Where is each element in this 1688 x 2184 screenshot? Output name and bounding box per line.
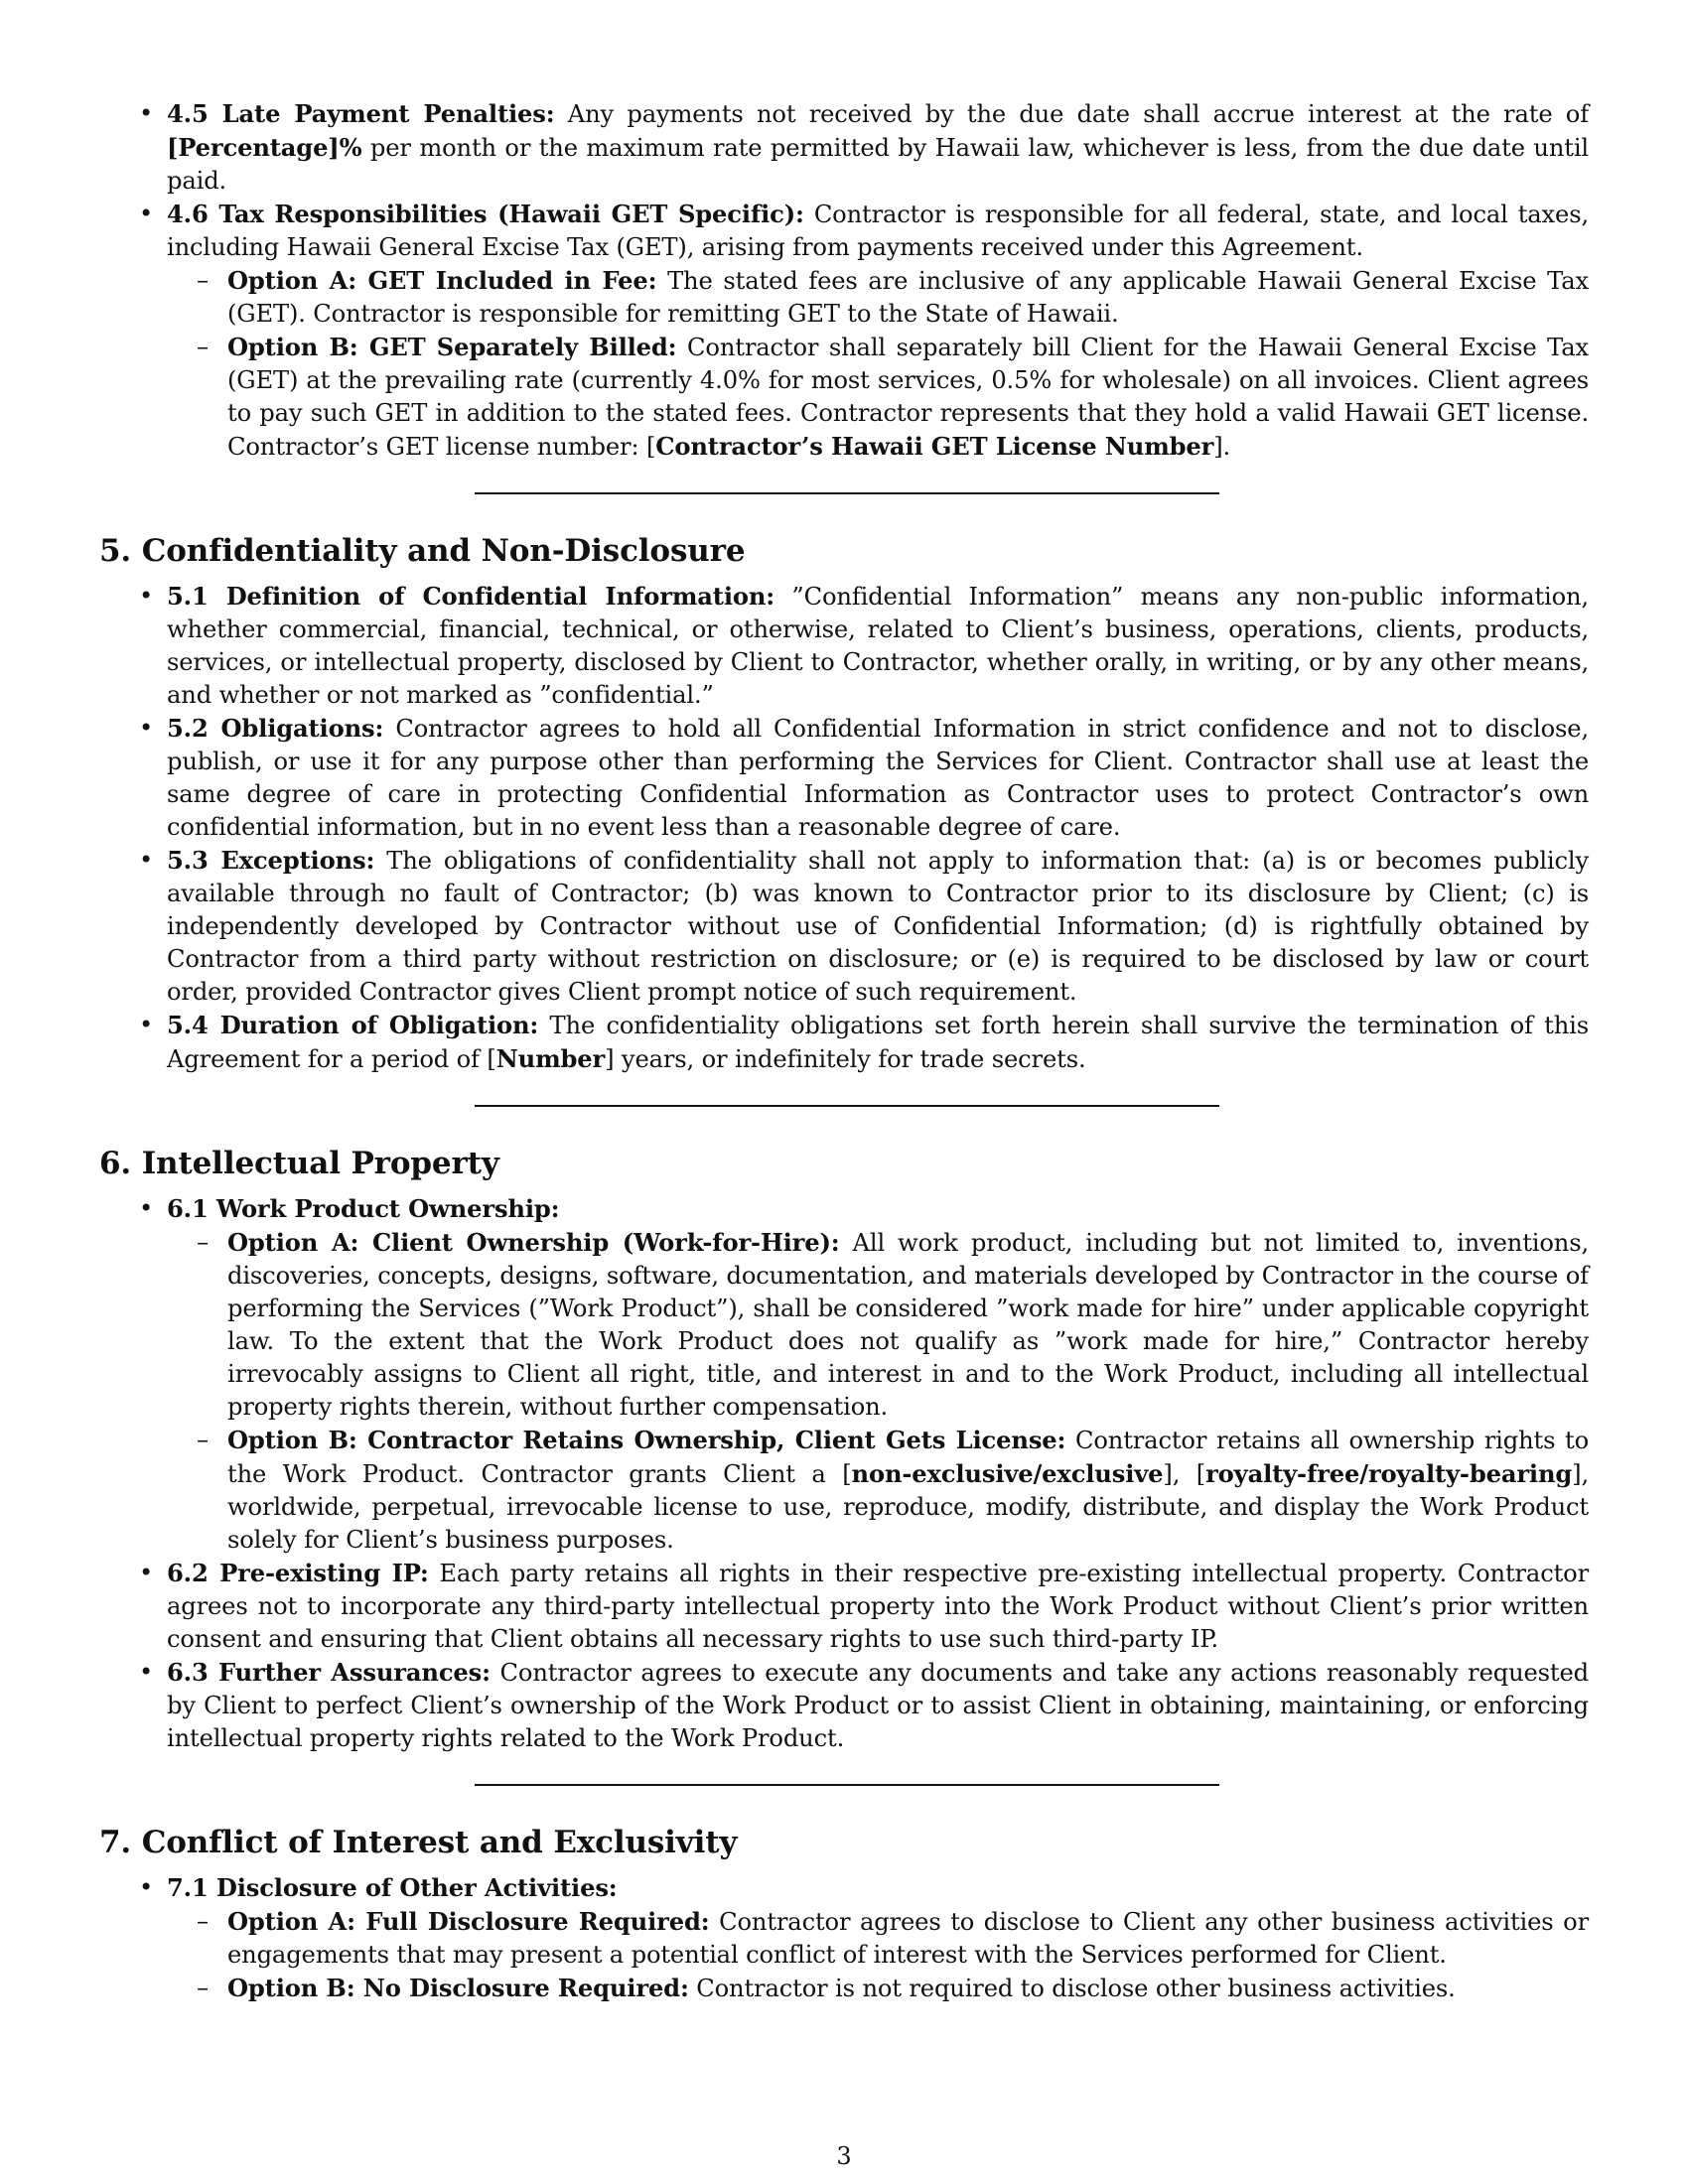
clause-text: Each party retains all rights in their respective pre-existing intellectual property. Contractor agrees not to incorporate any third-party intellectual property into the Work Product without Client’s prior written consent and ensuring that Client obtains all necessary rights to use such third-party IP. [167,1560,1589,1653]
clause-text: ”Confidential Information” means any non-public information, whether commercial, financial, technical, or otherwise, related to Client’s business, operations, clients, products, services, or intellectual property, disclosed by Client to Contractor, whether orally, in writing, or by any other means, and whether or not marked as ”confidential.” [167,583,1589,709]
clause-text: ] years, or indefinitely for trade secrets. [605,1045,1086,1073]
option-a [167,264,1589,331]
option-heading: Option B: Contractor Retains Ownership, Client Gets License: [227,1426,1066,1454]
section-7-list [99,1871,1589,2005]
clause-text: The obligations of confidentiality shall not apply to information that: (a) is or becomes publicly available through no fault of Contractor; (b) was known to Contractor prior to its disclosure by Client; (c) is independently developed by Contractor without use of Confidential Information; (d) is rightfully obtained by Contractor from a third party without restriction on disclosure; or (e) is required to be disclosed by law or court order, provided Contractor gives Client prompt notice of such requirement. [167,847,1590,1006]
clause-heading: 6.2 Pre-existing IP: [167,1559,429,1587]
option-text: Contractor is not required to disclose other business activities. [688,1975,1456,2002]
clause-5-1 [99,580,1589,712]
option-text: ], worldwide, perpetual, irrevocable license to use, reproduce, modify, distribute, and display the Work Product solely for Client’s business purposes. [227,1460,1589,1554]
clause-6-1-options [167,1226,1589,1557]
option-text: Contractor agrees to disclose to Client any other business activities or engagements that may present a potential conflict of interest with the Services performed for Client. [227,1908,1589,1969]
option-b [167,1424,1589,1557]
clause-7-1 [99,1871,1589,2005]
clause-6-1 [99,1192,1589,1557]
option-heading: Option A: Client Ownership (Work-for-Hire): [227,1228,840,1257]
clause-heading: 6.3 Further Assurances: [167,1658,491,1687]
clause-heading: 7.1 Disclosure of Other Activities: [167,1873,618,1902]
option-heading: Option A: Full Disclosure Required: [227,1907,710,1936]
placeholder-field: Number [495,1044,606,1073]
placeholder-field: royalty-free/royalty-bearing [1205,1459,1573,1488]
clause-heading: 5.2 Obligations: [167,714,384,743]
placeholder-field: non-exclusive/exclusive [851,1459,1164,1488]
section-4-list [99,97,1589,464]
clause-7-1-options [167,1905,1589,2005]
section-7-heading: 7. Conflict of Interest and Exclusivity [99,1825,738,1860]
clause-4-6-options [167,264,1589,464]
section-5-heading: 5. Confidentiality and Non-Disclosure [99,533,746,569]
page-number: 3 [836,2142,852,2170]
placeholder-field: Contractor’s Hawaii GET License Number [655,432,1214,461]
section-5-list [99,580,1589,1076]
option-text: Contractor retains all ownership rights to the Work Product. Contractor grants Client a [ [227,1427,1590,1488]
clause-heading: 5.4 Duration of Obligation: [167,1011,539,1039]
clause-text: Any payments not received by the due date shall accrue interest at the rate of [554,100,1589,128]
clause-6-2 [99,1557,1589,1656]
clause-text: Contractor agrees to hold all Confidential Information in strict confidence and not to disclose, publish, or use it for any purpose other than performing the Services for Client. Contractor shall use at least the same degree of care in protecting Confidential Information as Contractor uses to protect Contractor’s own confidential information, but in no event less than a reasonable degree of care. [167,715,1589,841]
option-heading: Option B: No Disclosure Required: [227,1974,689,2002]
section-divider [475,1784,1219,1786]
clause-5-4 [99,1009,1589,1076]
option-text: ], [ [1163,1460,1206,1488]
clause-text: Contractor is responsible for all federal, state, and local taxes, including Hawaii General Excise Tax (GET), arising from payments received under this Agreement. [167,201,1590,261]
document-page [99,97,1589,2005]
clause-text: Contractor agrees to execute any documents and take any actions reasonably requested by Client to perfect Client’s ownership of the Work Product or to assist Client in obtaining, maintaining, or enforcing intellectual property rights related to the Work Product. [167,1659,1589,1752]
option-a [167,1905,1589,1972]
option-text: Contractor shall separately bill Client for the Hawaii General Excise Tax (GET) at the prevailing rate (currently 4.0% for most services, 0.5% for wholesale) on all invoices. Client agrees to pay such GET in addition to the stated fees. Contractor represents that they hold a valid Hawaii GET license. Contractor’s GET license number: [ [227,334,1589,461]
option-a [167,1226,1589,1424]
option-heading: Option B: GET Separately Billed: [227,333,677,361]
clause-text: per month or the maximum rate permitted by Hawaii law, whichever is less, from the due date until paid. [167,134,1589,195]
clause-5-2 [99,712,1589,844]
clause-4-5 [99,97,1589,198]
clause-heading: 5.3 Exceptions: [167,846,375,875]
clause-heading: 4.5 Late Payment Penalties: [167,99,555,128]
option-b [167,1972,1589,2005]
section-6-list [99,1192,1589,1755]
clause-heading: 5.1 Definition of Confidential Information: [167,582,775,611]
clause-heading: 4.6 Tax Responsibilities (Hawaii GET Specific): [167,200,804,228]
clause-heading: 6.1 Work Product Ownership: [167,1194,560,1223]
option-b [167,331,1589,464]
section-6-heading: 6. Intellectual Property [99,1146,499,1181]
option-text: The stated fees are inclusive of any applicable Hawaii General Excise Tax (GET). Contractor is responsible for remitting GET to the State of Hawaii. [227,267,1589,328]
section-divider [475,492,1219,494]
clause-6-3 [99,1656,1589,1755]
option-text: ]. [1213,433,1231,461]
clause-4-6 [99,198,1589,464]
clause-5-3 [99,844,1589,1009]
option-text: All work product, including but not limited to, inventions, discoveries, concepts, designs, software, documentation, and materials developed by Contractor in the course of performing the Services (”Work Product”), shall be considered ”work made for hire” under applicable copyright law. To the extent that the Work Product does not qualify as ”work made for hire,” Contractor hereby irrevocably assigns to Client all right, title, and interest in and to the Work Product, including all intellectual property rights therein, without further compensation. [227,1229,1589,1421]
option-heading: Option A: GET Included in Fee: [227,266,657,295]
placeholder-field: [Percentage]% [167,133,362,162]
clause-text: The confidentiality obligations set forth herein shall survive the termination of this Agreement for a period of [ [167,1012,1589,1073]
section-divider [475,1105,1219,1107]
